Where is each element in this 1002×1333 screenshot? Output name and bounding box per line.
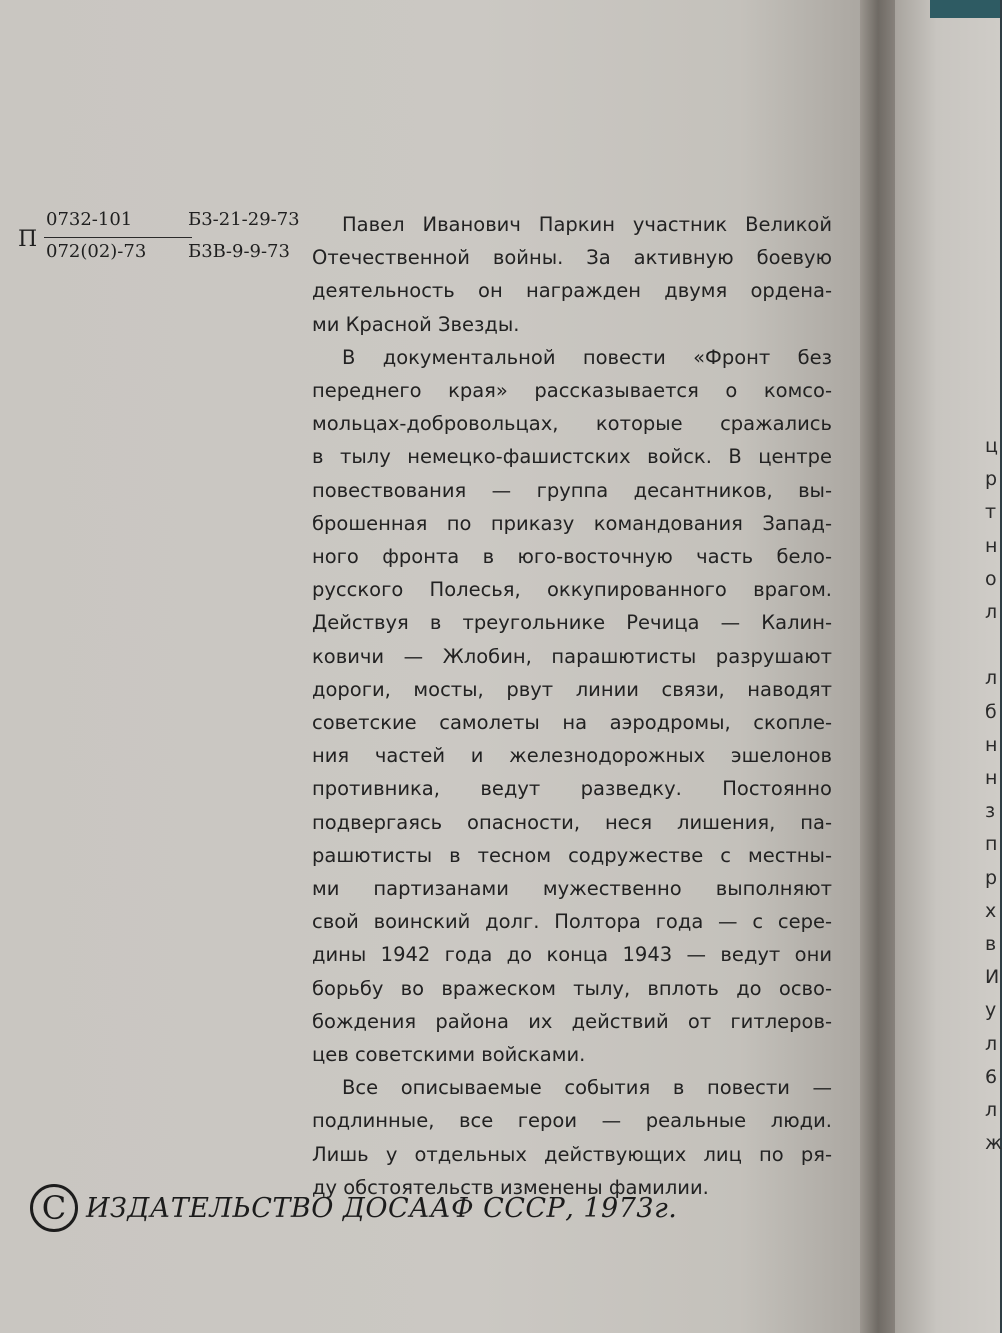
fraction-line <box>44 237 192 238</box>
right-page-fragment: н <box>985 767 998 790</box>
annotation-line: в тылу немецко-фашистских войск. В центре <box>312 445 832 469</box>
right-page-fragment: т <box>985 501 997 524</box>
annotation-line: ного фронта в юго-восточную часть бело- <box>312 545 832 569</box>
annotation-line: дины 1942 года до конца 1943 — ведут они <box>312 943 832 967</box>
annotation-line: В документальной повести «Фронт без <box>342 345 832 369</box>
copyright-line <box>30 1178 677 1238</box>
annotation-line: ния частей и железнодорожных эшелонов <box>312 744 832 768</box>
annotation-line: рашютисты в тесном содружестве с местны- <box>312 843 832 867</box>
annotation-line: ми партизанами мужественно выполняют <box>312 877 832 901</box>
annotation-line: бождения района их действий от гитлеров- <box>312 1009 832 1033</box>
annotation-line: ми Красной Звезды. <box>312 312 520 336</box>
annotation-line: Все описываемые события в повести — <box>342 1076 832 1100</box>
index-numerator: 0732-101 <box>46 209 133 230</box>
annotation-line: борьбу во вражеском тылу, вплоть до осво- <box>312 976 832 1000</box>
right-page-fragment: в <box>985 933 997 956</box>
annotation-line: свой воинский долг. Полтора года — с сере- <box>312 910 832 934</box>
background-fabric <box>930 0 1000 18</box>
publication-index <box>18 205 318 275</box>
annotation-line: русского Полесья, оккупированного врагом. <box>312 578 832 602</box>
right-page-fragment: 6 <box>985 1065 998 1088</box>
right-page-fragment: л <box>985 1032 998 1055</box>
copyright-text: ИЗДАТЕЛЬСТВО ДОСААФ СССР, 1973г. <box>86 1192 678 1224</box>
right-page-fragment: р <box>985 468 998 491</box>
annotation-text <box>312 208 832 1204</box>
right-page-fragment <box>985 629 1000 662</box>
right-page-fragment: р <box>985 866 998 889</box>
annotation-line: дороги, мосты, рвут линии связи, наводят <box>312 677 832 701</box>
index-denominator: 072(02)-73 <box>46 241 147 262</box>
annotation-line: брошенная по приказу командования Запад- <box>312 511 832 535</box>
copyright-icon: C <box>30 1184 78 1232</box>
right-page-fragment: л <box>985 601 998 624</box>
right-page-fragment: у <box>985 999 997 1022</box>
right-page-fragment: ж <box>985 1132 1002 1155</box>
right-page-fragment: х <box>985 899 997 922</box>
right-page-fragment: б <box>985 700 997 723</box>
right-page-fragment: ц <box>985 435 998 457</box>
annotation-line: переднего края» рассказывается о комсо- <box>312 379 832 403</box>
annotation-line: ковичи — Жлобин, парашютисты разрушают <box>312 644 832 668</box>
right-page-fragments <box>985 430 1000 1160</box>
right-page-fragment: И <box>985 966 1000 989</box>
annotation-line: Отечественной войны. За активную боевую <box>312 246 832 270</box>
right-page-fragment: з <box>985 800 996 823</box>
right-page-fragment: н <box>985 733 998 756</box>
annotation-line: Действуя в треугольнике Речица — Калин- <box>312 611 832 635</box>
annotation-line: мольцах-добровольцах, которые сражались <box>312 412 832 436</box>
index-code-bottom: Б3В-9-9-73 <box>188 241 290 262</box>
index-code-top: Б3-21-29-73 <box>188 209 300 230</box>
annotation-line: Лишь у отдельных действующих лиц по ря- <box>312 1142 832 1166</box>
annotation-line: советские самолеты на аэродромы, скопле- <box>312 711 832 735</box>
right-page-fragment: н <box>985 534 998 557</box>
annotation-line: Павел Иванович Паркин участник Великой <box>342 213 832 236</box>
annotation-line: цев советскими войсками. <box>312 1043 586 1067</box>
annotation-line: подвергаясь опасности, неся лишения, па- <box>312 810 832 834</box>
right-page-fragment: л <box>985 1099 998 1122</box>
book-gutter <box>860 0 900 1333</box>
annotation-line: противника, ведут разведку. Постоянно <box>312 777 832 801</box>
index-letter: П <box>18 227 38 252</box>
right-page-fragment: о <box>985 567 997 590</box>
annotation-line: подлинные, все герои — реальные люди. <box>312 1109 832 1133</box>
annotation-line: повествования — группа десантников, вы- <box>312 478 832 502</box>
right-page-fragment: п <box>985 833 998 856</box>
right-page-fragment: л <box>985 667 998 690</box>
annotation-line: деятельность он награжден двумя ордена- <box>312 279 832 303</box>
annotation-line: ду обстоятельств изменены фамилии. <box>312 1175 709 1199</box>
